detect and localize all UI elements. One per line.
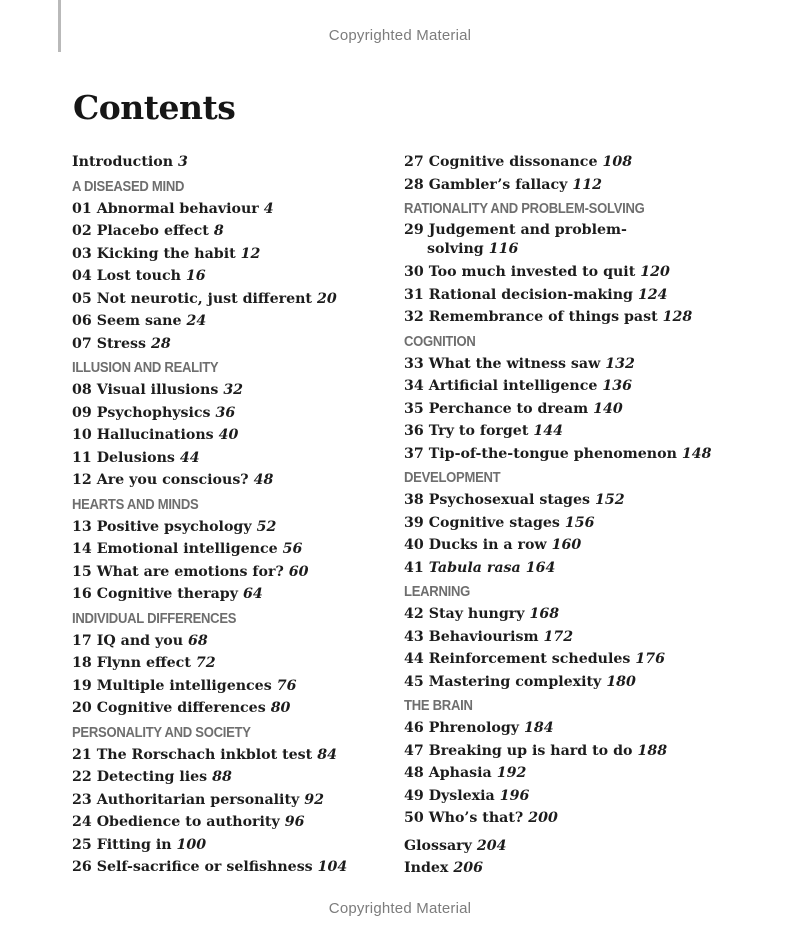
- toc-entry[interactable]: 39 Cognitive stages 156: [404, 514, 595, 531]
- section-heading: DEVELOPMENT: [404, 470, 501, 486]
- toc-entry[interactable]: 29 Judgement and problem- solving 116: [404, 222, 627, 257]
- toc-entry[interactable]: 34 Artificial intelligence 136: [404, 378, 632, 394]
- toc-entry[interactable]: 35 Perchance to dream 140: [404, 400, 623, 417]
- toc-entry[interactable]: 03 Kicking the habit 12: [72, 245, 261, 262]
- toc-entry[interactable]: 32 Remembrance of things past 128: [404, 309, 693, 325]
- toc-entry[interactable]: 45 Mastering complexity 180: [404, 673, 636, 690]
- toc-entry[interactable]: 43 Behaviourism 172: [404, 628, 574, 645]
- toc-entry[interactable]: 28 Gambler’s fallacy 112: [404, 176, 602, 193]
- toc-entry[interactable]: 37 Tip-of-the-tongue phenomenon 148: [404, 445, 712, 462]
- toc-entry[interactable]: 46 Phrenology 184: [404, 720, 554, 736]
- toc-entry-introduction[interactable]: Introduction 3: [72, 154, 188, 170]
- toc-entry[interactable]: 05 Not neurotic, just different 20: [72, 290, 337, 307]
- section-heading: COGNITION: [404, 333, 476, 350]
- section-heading: RATIONALITY AND PROBLEM-SOLVING: [404, 201, 645, 217]
- toc-entry[interactable]: 07 Stress 28: [72, 335, 171, 352]
- section-heading: THE BRAIN: [404, 698, 473, 714]
- toc-entry[interactable]: 12 Are you conscious? 48: [72, 472, 274, 488]
- toc-entry[interactable]: 04 Lost touch 16: [72, 268, 206, 284]
- toc-entry[interactable]: 50 Who’s that? 200: [404, 810, 558, 826]
- section-heading: INDIVIDUAL DIFFERENCES: [72, 610, 237, 627]
- toc-entry[interactable]: 08 Visual illusions 32: [72, 382, 244, 398]
- toc-entry[interactable]: 31 Rational decision-making 124: [404, 286, 668, 303]
- section-heading: HEARTS AND MINDS: [72, 496, 199, 513]
- toc-entry-index[interactable]: Index 206: [404, 860, 483, 876]
- toc-entry[interactable]: 09 Psychophysics 36: [72, 404, 236, 421]
- section-heading: LEARNING: [404, 584, 470, 600]
- toc-entry-glossary[interactable]: Glossary 204: [404, 837, 507, 854]
- toc-entry[interactable]: 20 Cognitive differences 80: [72, 700, 291, 716]
- contents-right-column: [404, 151, 734, 880]
- toc-entry[interactable]: 36 Try to forget 144: [404, 423, 564, 439]
- toc-entry[interactable]: 15 What are emotions for? 60: [72, 563, 309, 580]
- toc-entry[interactable]: 14 Emotional intelligence 56: [72, 541, 303, 557]
- toc-entry[interactable]: 38 Psychosexual stages 152: [404, 492, 625, 508]
- header-watermark: Copyrighted Material: [328, 27, 472, 44]
- toc-entry[interactable]: 25 Fitting in 100: [72, 836, 207, 853]
- toc-entry[interactable]: 24 Obedience to authority 96: [72, 814, 305, 830]
- toc-entry[interactable]: 49 Dyslexia 196: [404, 787, 530, 804]
- toc-entry[interactable]: 17 IQ and you 68: [72, 632, 208, 649]
- toc-entry[interactable]: 23 Authoritarian personality 92: [72, 791, 324, 808]
- toc-entry[interactable]: 27 Cognitive dissonance 108: [404, 154, 633, 170]
- toc-entry[interactable]: 47 Breaking up is hard to do 188: [404, 742, 668, 759]
- toc-entry[interactable]: 40 Ducks in a row 160: [404, 537, 582, 553]
- toc-entry[interactable]: 13 Positive psychology 52: [72, 518, 277, 535]
- section-heading: PERSONALITY AND SOCIETY: [72, 724, 251, 741]
- toc-entry[interactable]: 16 Cognitive therapy 64: [72, 586, 263, 602]
- toc-entry[interactable]: 10 Hallucinations 40: [72, 427, 239, 443]
- toc-entry[interactable]: 02 Placebo effect 8: [72, 223, 224, 239]
- toc-entry[interactable]: 22 Detecting lies 88: [72, 769, 232, 785]
- toc-entry[interactable]: 01 Abnormal behaviour 4: [72, 200, 274, 217]
- toc-entry[interactable]: 18 Flynn effect 72: [72, 655, 216, 671]
- toc-entry[interactable]: 41 Tabula rasa 164: [404, 559, 556, 576]
- toc-entry[interactable]: 44 Reinforcement schedules 176: [404, 651, 666, 667]
- toc-entry[interactable]: 06 Seem sane 24: [72, 313, 207, 329]
- toc-entry[interactable]: 11 Delusions 44: [72, 449, 200, 466]
- toc-entry[interactable]: 30 Too much invested to quit 120: [404, 264, 670, 280]
- section-heading: ILLUSION AND REALITY: [72, 360, 219, 376]
- toc-entry[interactable]: 21 The Rorschach inkblot test 84: [72, 746, 337, 763]
- section-heading: A DISEASED MIND: [72, 178, 185, 195]
- contents-left-column: [72, 151, 390, 879]
- toc-entry[interactable]: 42 Stay hungry 168: [404, 606, 560, 622]
- toc-entry[interactable]: 48 Aphasia 192: [404, 765, 527, 781]
- page-title: Contents: [73, 88, 236, 127]
- toc-entry[interactable]: 33 What the witness saw 132: [404, 355, 635, 372]
- toc-entry[interactable]: 19 Multiple intelligences 76: [72, 677, 297, 694]
- toc-entry[interactable]: 26 Self-sacrifice or selfishness 104: [72, 859, 348, 875]
- margin-rule: [58, 0, 61, 52]
- footer-watermark: Copyrighted Material: [328, 900, 472, 917]
